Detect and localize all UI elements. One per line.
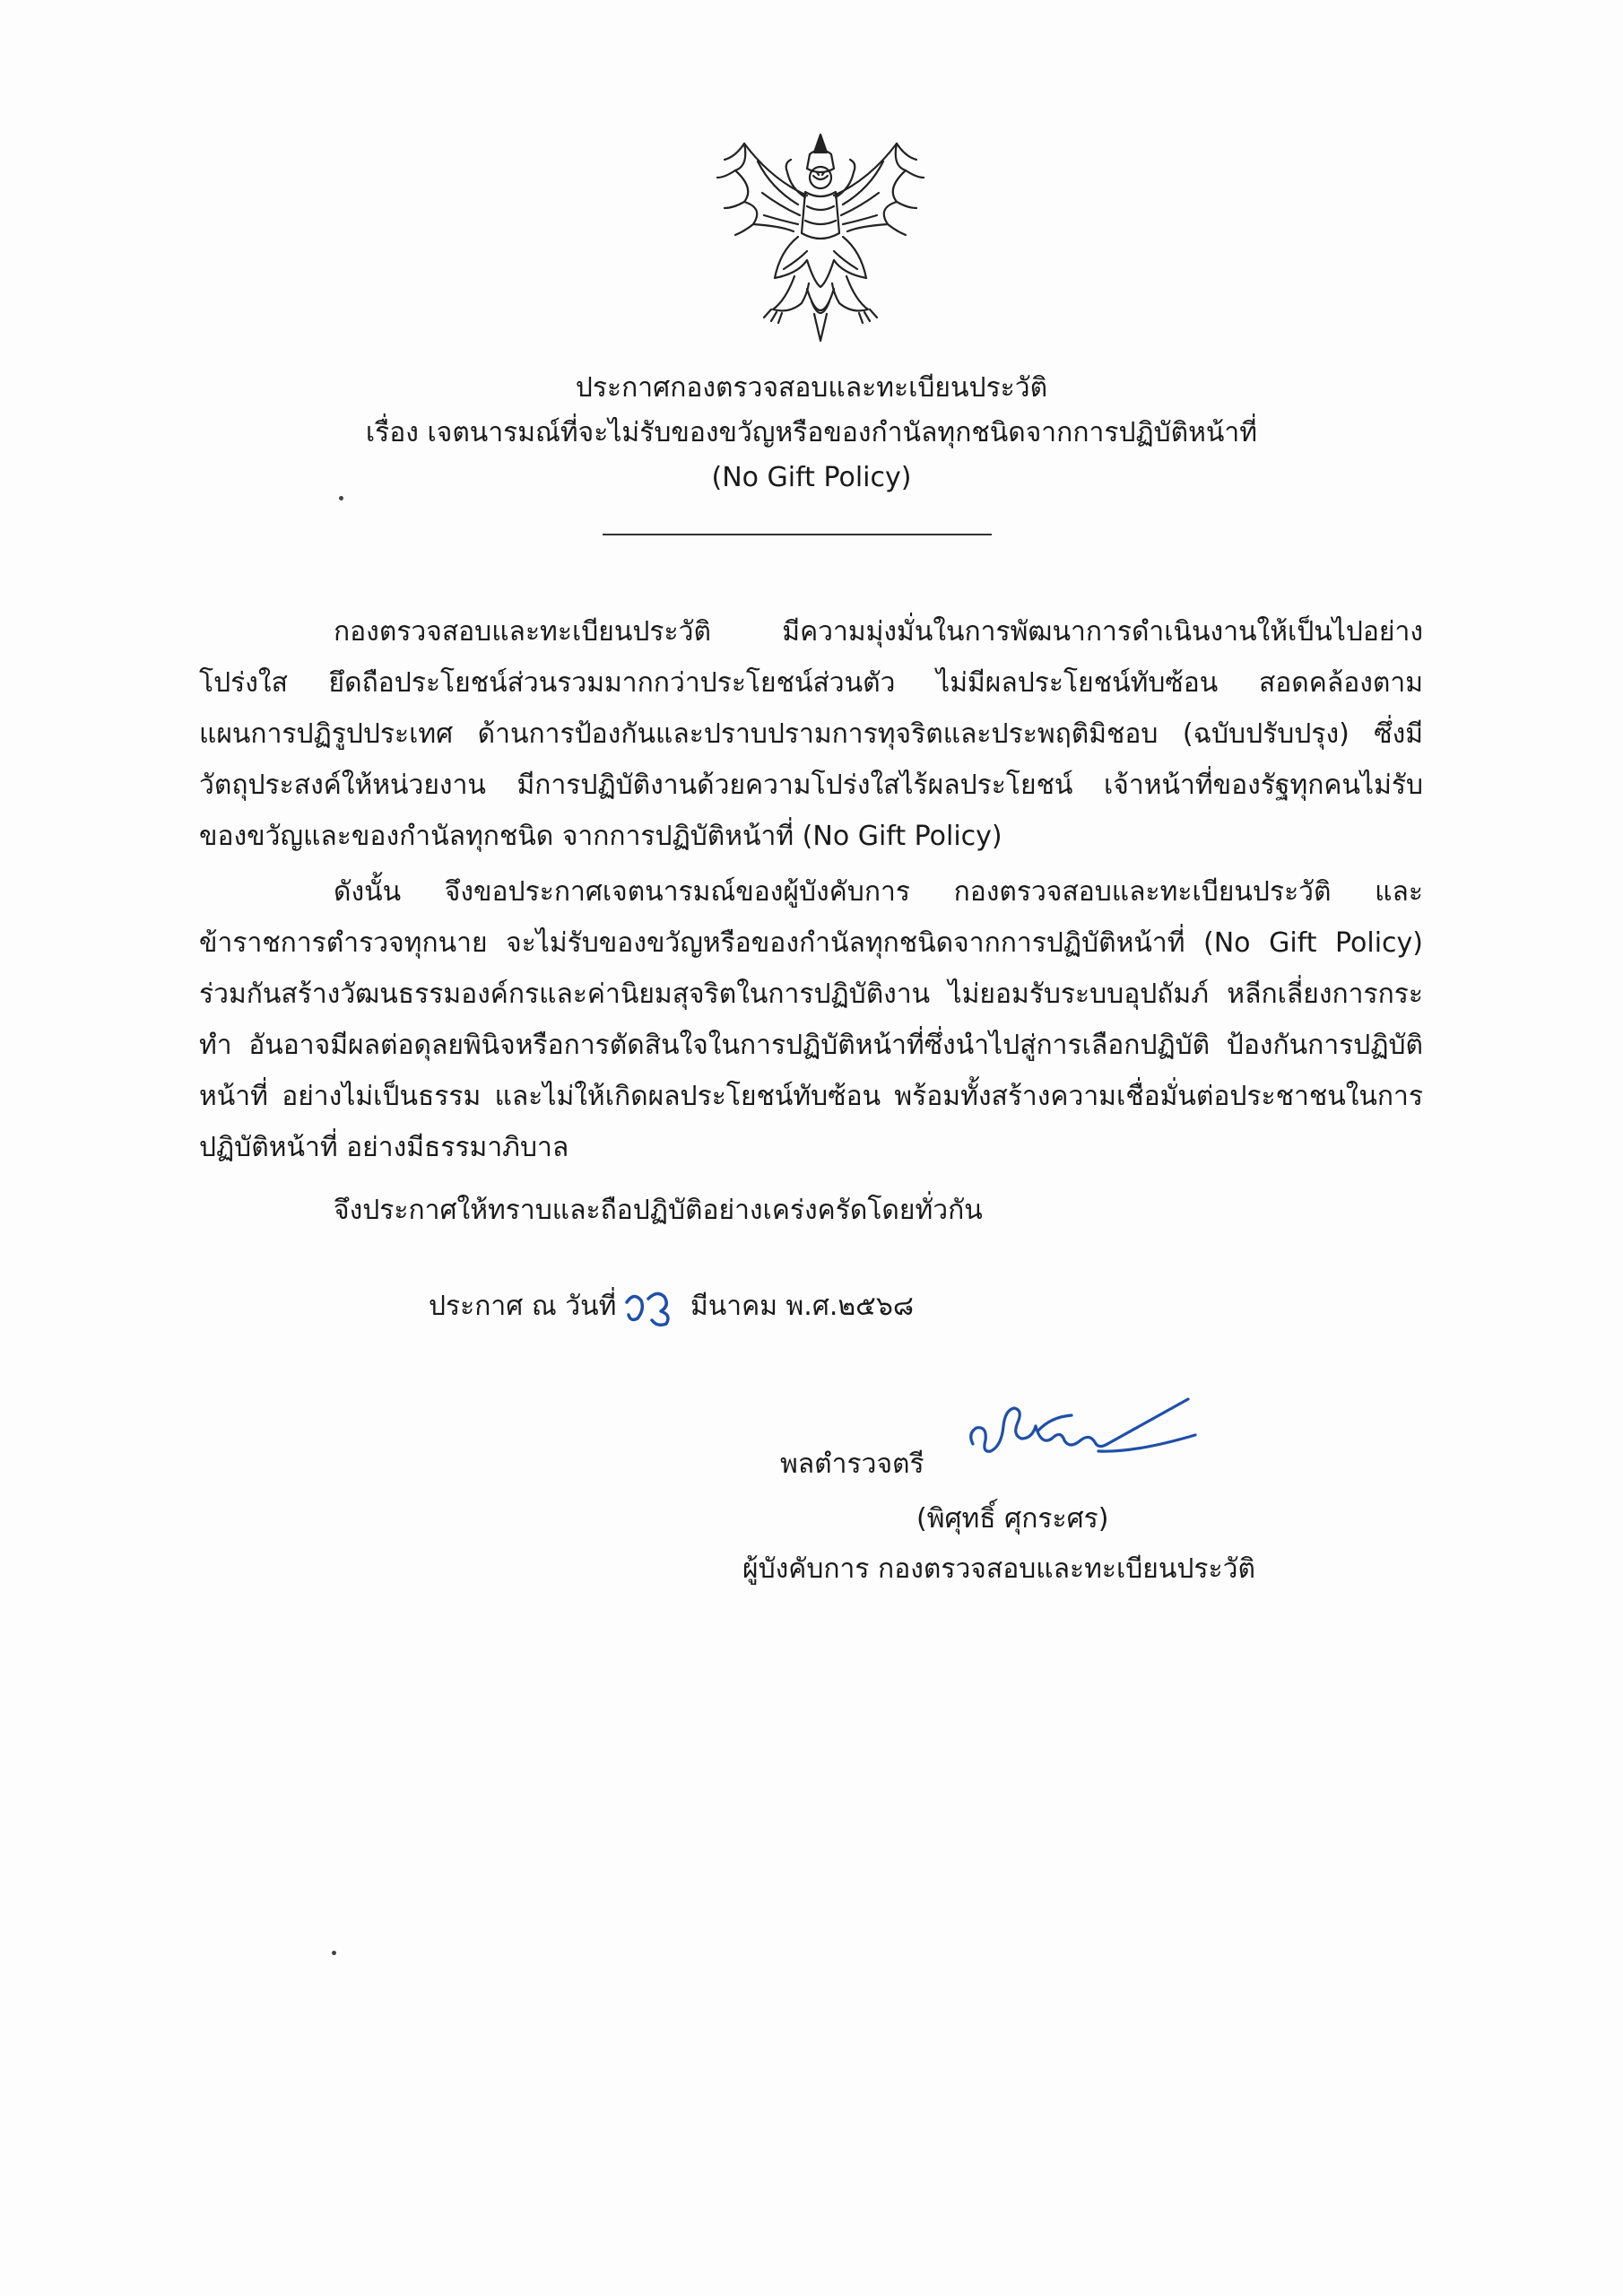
date-prefix: ประกาศ ณ วันที่ [429,1291,617,1322]
announcement-title [0,366,1623,500]
body-paragraph-2 [199,866,1423,1173]
issuer-title: ประกาศกองตรวจสอบและทะเบียนประวัติ [575,372,1048,404]
title-divider [603,534,992,535]
signatory-name: (พิศุทธิ์ ศุกระศร) [916,1503,1109,1535]
handwritten-day [621,1283,677,1331]
handwritten-signature [964,1363,1197,1489]
policy-name: (No Gift Policy) [711,462,912,493]
signatory-rank: พลตำรวจตรี [780,1448,924,1480]
closing-statement: จึงประกาศให้ทราบและถือปฏิบัติอย่างเคร่งครัดโดยทั่วกัน [334,1195,983,1226]
signatory-position: ผู้บังคับการ กองตรวจสอบและทะเบียนประวัติ [742,1553,1255,1585]
date-month-year: มีนาคม พ.ศ.๒๕๖๘ [690,1291,915,1322]
scan-speck [339,496,343,500]
paragraph-2-text: ดังนั้น จึงขอประกาศเจตนารมณ์ของผู้บังคับการ กองตรวจสอบและทะเบียนประวัติ และข้าราชการตำรวจทุกนาย จะไม่รับของขวัญหรือของกำนัลทุกชนิดจากการปฏิบัติหน้าที่ (No Gift Policy) ร่วมกันสร้างวัฒนธรรมองค์กรและค่านิยมสุจริตในการปฏิบัติงาน ไม่ยอมรับระบบอุปถัมภ์ หลีกเลี่ยงการกระทำ อันอาจมีผลต่อดุลยพินิจหรือการตัดสินใจในการปฏิบัติหน้าที่ซึ่งนำไปสู่การเลือกปฏิบัติ ป้องกันการปฏิบัติหน้าที่ อย่างไม่เป็นธรรม และไม่ให้เกิดผลประโยชน์ทับซ้อน พร้อมทั้งสร้างความเชื่อมั่นต่อประชาชนในการปฏิบัติหน้าที่ อย่างมีธรรมาภิบาล [199,876,1423,1163]
subject-title: เรื่อง เจตนารมณ์ที่จะไม่รับของขวัญหรือของกำนัลทุกชนิดจากการปฏิบัติหน้าที่ [365,417,1258,448]
paragraph-1-text: กองตรวจสอบและทะเบียนประวัติ มีความมุ่งมั่นในการพัฒนาการดำเนินงานให้เป็นไปอย่างโปร่งใส ยึดถือประโยชน์ส่วนรวมมากกว่าประโยชน์ส่วนตัว ไม่มีผลประโยชน์ทับซ้อน สอดคล้องตามแผนการปฏิรูปประเทศ ด้านการป้องกันและปราบปรามการทุจริตและประพฤติมิชอบ (ฉบับปรับปรุง) ซึ่งมีวัตถุประสงค์ให้หน่วยงาน มีการปฏิบัติงานด้วยความโปร่งใสไร้ผลประโยชน์ เจ้าหน้าที่ของรัฐทุกคนไม่รับของขวัญและของกำนัลทุกชนิด จากการปฏิบัติหน้าที่ (No Gift Policy) [199,616,1423,852]
scan-speck [332,1951,336,1955]
garuda-emblem-icon [708,126,933,354]
body-paragraph-1 [199,606,1423,862]
